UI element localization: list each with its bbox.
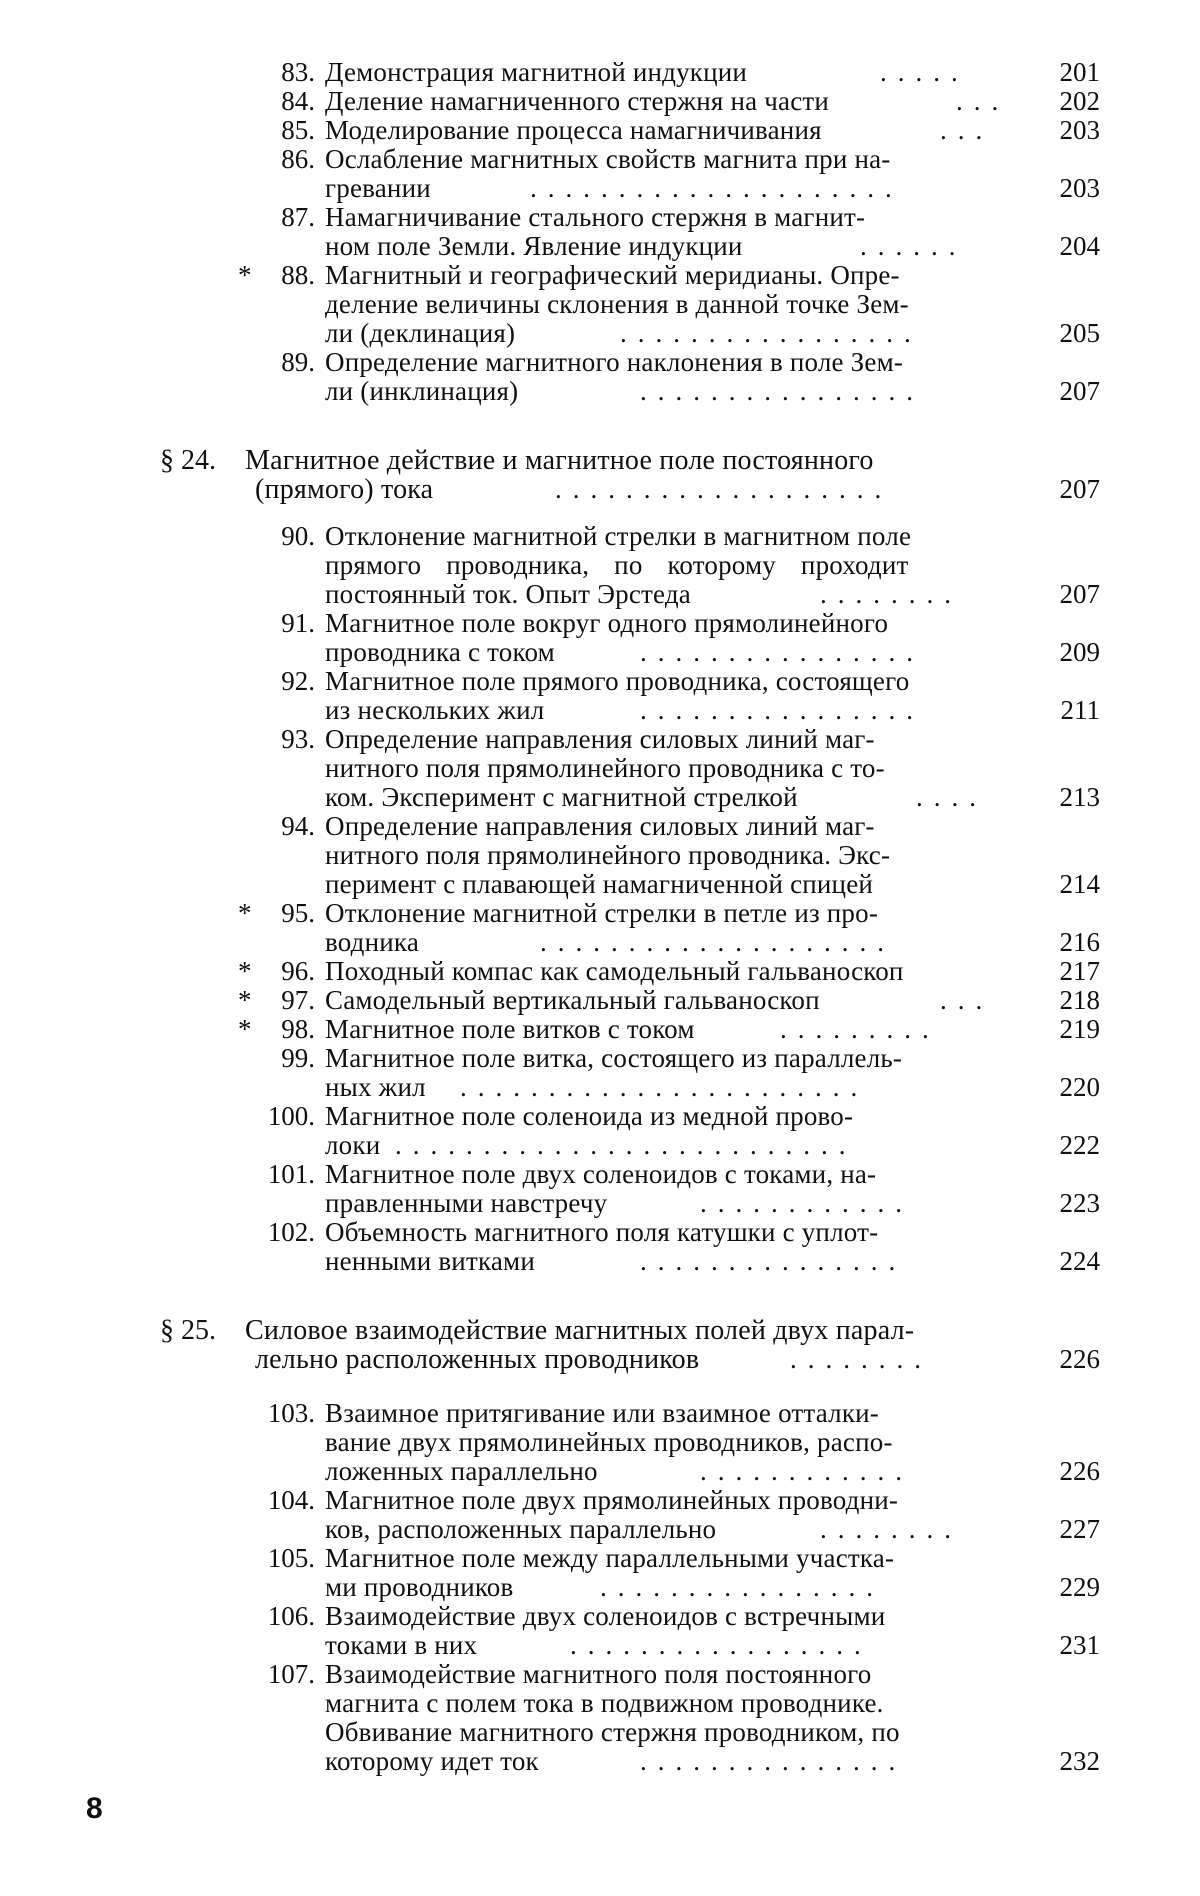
leader-dots: ....................... (460, 1073, 869, 1102)
leader-dots: ................ (640, 638, 924, 667)
entry-number: 88. (281, 260, 315, 290)
leader-dots: ................. (620, 319, 922, 348)
entry-title-line: постоянный ток. Опыт Эрстеда (325, 579, 691, 609)
page-ref: 207 (1059, 579, 1100, 609)
entry-number: 99. (281, 1043, 315, 1073)
starred-marker: * (238, 898, 252, 928)
entry-number: 85. (281, 115, 315, 145)
entry-title-line: Объемность магнитного поля катушки с уплот- (325, 1217, 879, 1247)
leader-dots: ..... (880, 58, 969, 87)
section-title-line: лельно расположенных проводников (255, 1344, 700, 1375)
page-ref: 224 (1059, 1246, 1100, 1276)
entry-number: 102. (267, 1217, 315, 1247)
leader-dots: ..................... (530, 174, 903, 203)
entry-title-line: правленными навстречу (325, 1188, 608, 1218)
page-ref: 205 (1059, 318, 1100, 348)
entry-title-line: Взаимодействие магнитного поля постоянного (325, 1659, 872, 1689)
leader-dots: .................... (540, 928, 895, 957)
entry-title-line: ком. Эксперимент с магнитной стрелкой (325, 782, 798, 812)
entry-title-line: прямого проводника, по которому проходит (325, 550, 909, 580)
page-ref: 209 (1059, 637, 1100, 667)
page-ref: 220 (1059, 1072, 1100, 1102)
page-ref: 219 (1059, 1014, 1100, 1044)
section-number: § 25. (160, 1315, 216, 1346)
entry-title-line: которому идет ток (325, 1746, 539, 1776)
entry-title-line: из нескольких жил (325, 695, 545, 725)
leader-dots: ........ (820, 580, 962, 609)
leader-dots: ... (956, 87, 1010, 116)
starred-marker: * (238, 956, 252, 986)
entry-title-line: Магнитное поле прямого проводника, состоящего (325, 666, 910, 696)
entry-title-line: токами в них (325, 1630, 478, 1660)
entry-title-line: Демонстрация магнитной индукции (325, 57, 748, 87)
entry-number: 106. (267, 1601, 315, 1631)
page-ref: 226 (1059, 1344, 1100, 1374)
entry-number: 98. (281, 1014, 315, 1044)
entry-number: 105. (267, 1543, 315, 1573)
entry-title-line: Намагничивание стального стержня в магнит- (325, 202, 866, 232)
leader-dots: ........ (820, 1515, 962, 1544)
page-ref: 202 (1059, 86, 1100, 116)
starred-marker: * (238, 260, 252, 290)
entry-number: 91. (281, 608, 315, 638)
leader-dots: .......................... (395, 1131, 857, 1160)
page-ref: 218 (1059, 985, 1100, 1015)
page-ref: 207 (1059, 474, 1100, 504)
section-title-line: Силовое взаимодействие магнитных полей двух парал- (245, 1315, 915, 1346)
page-ref: 222 (1059, 1130, 1100, 1160)
leader-dots: ... (940, 986, 994, 1015)
entry-title-line: ненными витками (325, 1246, 535, 1276)
section-number: § 24. (160, 445, 216, 476)
starred-marker: * (238, 985, 252, 1015)
entry-number: 90. (281, 521, 315, 551)
starred-marker: * (238, 1014, 252, 1044)
leader-dots: ......... (780, 1015, 940, 1044)
section-title-line: Магнитное действие и магнитное поле постоянного (245, 445, 874, 476)
leader-dots: ........ (790, 1345, 932, 1374)
entry-title-line: Взаимное притягивание или взаимное отталки- (325, 1398, 879, 1428)
entry-title-line: Походный компас как самодельный гальваноскоп (325, 956, 904, 986)
leader-dots: ............... (640, 1247, 907, 1276)
entry-number: 100. (267, 1101, 315, 1131)
section-title-line: (прямого) тока (255, 474, 434, 505)
entry-title-line: Обвивание магнитного стержня проводником, по (325, 1717, 900, 1747)
page-ref: 223 (1059, 1188, 1100, 1218)
entry-number: 96. (281, 956, 315, 986)
entry-title-line: Магнитное поле соленоида из медной прово- (325, 1101, 854, 1131)
page-ref: 232 (1059, 1746, 1100, 1776)
entry-title-line: Взаимодействие двух соленоидов с встречными (325, 1601, 886, 1631)
leader-dots: ............... (640, 1747, 907, 1776)
entry-number: 89. (281, 347, 315, 377)
leader-dots: ... (940, 116, 994, 145)
leader-dots: ................ (640, 696, 924, 725)
entry-title-line: вание двух прямолинейных проводников, распо- (325, 1427, 893, 1457)
entry-number: 92. (281, 666, 315, 696)
page-ref: 211 (1060, 695, 1100, 725)
entry-number: 97. (281, 985, 315, 1015)
page-ref: 203 (1059, 173, 1100, 203)
entry-number: 104. (267, 1485, 315, 1515)
entry-title-line: Магнитное поле между параллельными участка- (325, 1543, 895, 1573)
entry-title-line: Определение магнитного наклонения в поле Зем- (325, 347, 904, 377)
page-ref: 216 (1059, 927, 1100, 957)
entry-title-line: гревании (325, 173, 431, 203)
entry-title-line: ков, расположенных параллельно (325, 1514, 717, 1544)
leader-dots: ............ (700, 1189, 913, 1218)
entry-title-line: Деление намагниченного стержня на части (325, 86, 830, 116)
entry-title-line: Моделирование процесса намагничивания (325, 115, 822, 145)
entry-title-line: Самодельный вертикальный гальваноскоп (325, 985, 820, 1015)
entry-title-line: нитного поля прямолинейного проводника. Экс- (325, 840, 891, 870)
entry-number: 95. (281, 898, 315, 928)
leader-dots: ................ (600, 1573, 884, 1602)
page-ref: 217 (1059, 956, 1100, 986)
entry-title-line: Ослабление магнитных свойств магнита при на- (325, 144, 891, 174)
entry-title-line: Определение направления силовых линий маг- (325, 724, 875, 754)
entry-title-line: водника (325, 927, 420, 957)
entry-number: 94. (281, 811, 315, 841)
entry-number: 101. (267, 1159, 315, 1189)
leader-dots: ...... (860, 232, 967, 261)
page-ref: 227 (1059, 1514, 1100, 1544)
entry-number: 93. (281, 724, 315, 754)
page-ref: 213 (1059, 782, 1100, 812)
entry-title-line: Магнитное поле витков с током (325, 1014, 695, 1044)
entry-title-line: нитного поля прямолинейного проводника с то- (325, 753, 885, 783)
page-number: 8 (86, 1792, 103, 1825)
entry-title-line: ных жил (325, 1072, 426, 1102)
leader-dots: .... (916, 783, 987, 812)
entry-title-line: Магнитное поле вокруг одного прямолинейного (325, 608, 889, 638)
entry-title-line: ном поле Земли. Явление индукции (325, 231, 743, 261)
entry-title-line: проводника с током (325, 637, 555, 667)
entry-title-line: магнита с полем тока в подвижном проводнике. (325, 1688, 884, 1718)
entry-number: 87. (281, 202, 315, 232)
page-ref: 226 (1059, 1456, 1100, 1486)
entry-title-line: Определение направления силовых линий маг- (325, 811, 875, 841)
page-ref: 214 (1059, 869, 1100, 899)
entry-number: 103. (267, 1398, 315, 1428)
entry-title-line: Магнитный и географический меридианы. Опре- (325, 260, 900, 290)
entry-title-line: Магнитное поле двух соленоидов с токами, на- (325, 1159, 877, 1189)
page-ref: 229 (1059, 1572, 1100, 1602)
entry-title-line: Отклонение магнитной стрелки в магнитном поле (325, 521, 912, 551)
entry-number: 84. (281, 86, 315, 116)
entry-title-line: Отклонение магнитной стрелки в петле из про- (325, 898, 879, 928)
entry-title-line: ми проводников (325, 1572, 514, 1602)
entry-title-line: ложенных параллельно (325, 1456, 598, 1486)
leader-dots: ............ (700, 1457, 913, 1486)
entry-title-line: деление величины склонения в данной точке Зем- (325, 289, 909, 319)
entry-title-line: Магнитное поле двух прямолинейных проводни- (325, 1485, 899, 1515)
page-ref: 203 (1059, 115, 1100, 145)
page-ref: 231 (1059, 1630, 1100, 1660)
entry-number: 107. (267, 1659, 315, 1689)
entry-title-line: локи (325, 1130, 381, 1160)
entry-title-line: перимент с плавающей намагниченной спицей (325, 869, 874, 899)
entry-number: 86. (281, 144, 315, 174)
entry-title-line: Магнитное поле витка, состоящего из параллель- (325, 1043, 903, 1073)
leader-dots: ................ (640, 377, 924, 406)
entry-title-line: ли (инклинация) (325, 376, 519, 406)
page-ref: 204 (1059, 231, 1100, 261)
entry-title-line: ли (деклинация) (325, 318, 516, 348)
page-ref: 201 (1059, 57, 1100, 87)
leader-dots: ................... (555, 475, 893, 504)
entry-number: 83. (281, 57, 315, 87)
page-ref: 207 (1059, 376, 1100, 406)
leader-dots: ................. (570, 1631, 872, 1660)
